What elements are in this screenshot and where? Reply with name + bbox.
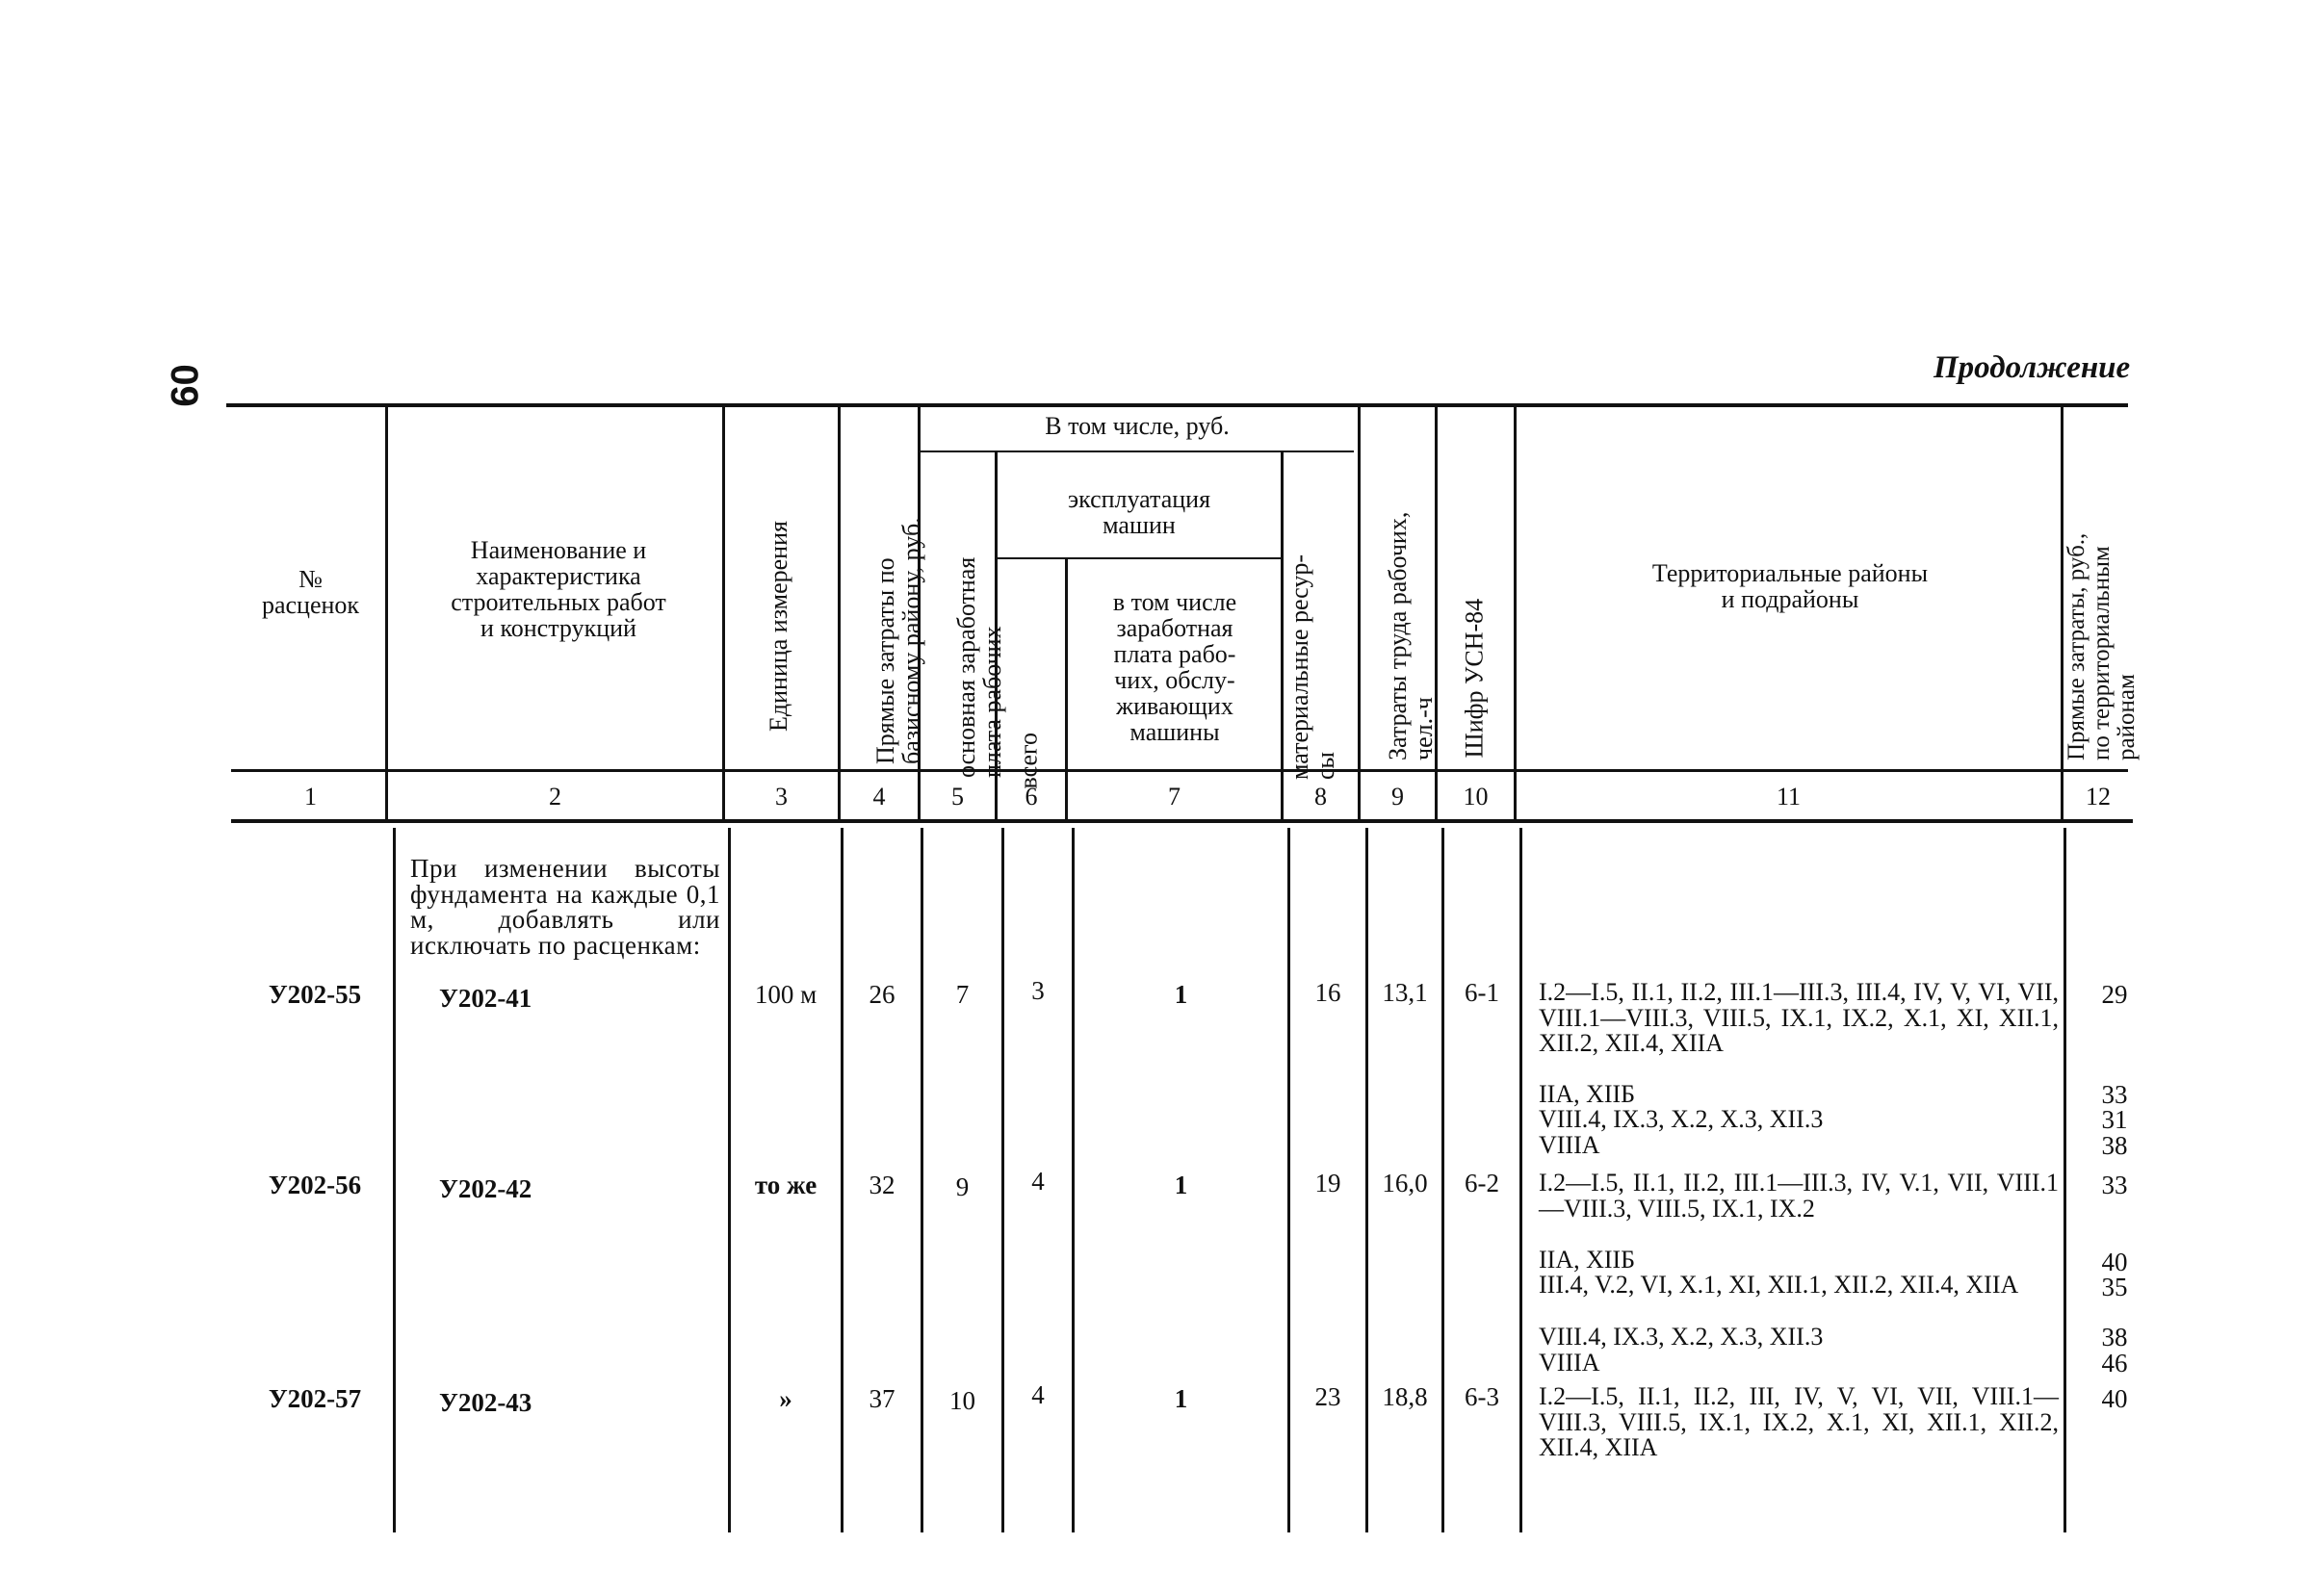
- row-labor: 13,1: [1382, 978, 1428, 1007]
- row-direct: 32: [869, 1171, 895, 1199]
- header-col8: материальные ресур- сы: [1285, 553, 1339, 780]
- numbers-bottom-rule: [231, 819, 2133, 823]
- row-materials: 16: [1314, 978, 1341, 1007]
- region-value: 29: [2101, 980, 2128, 1009]
- column-number: 1: [304, 783, 317, 811]
- row-wage: 10: [949, 1386, 975, 1415]
- column-number: 5: [951, 783, 964, 811]
- header-col1: № расценок: [261, 565, 360, 619]
- row-unit: 100 м: [754, 980, 818, 1009]
- row-mach-wage: 1: [1174, 980, 1188, 1009]
- header-vline: [1358, 407, 1361, 819]
- column-number: 2: [549, 783, 561, 811]
- region-value: 40: [2101, 1248, 2128, 1276]
- row-ref: У202-43: [439, 1388, 532, 1417]
- region-text: VIIIA: [1539, 1131, 1600, 1159]
- row-mach-total: 4: [1031, 1380, 1045, 1409]
- intro-text: При изменении высоты фундамента на каждые 0,1 м, добавлять или исключать по расценкам:: [410, 854, 720, 960]
- header-col5: основная заработная плата рабочих: [952, 556, 1006, 778]
- region-value: 35: [2101, 1273, 2128, 1301]
- region-text: VIII.4, IX.3, X.2, X.3, XII.3: [1539, 1105, 1824, 1133]
- region-text: I.2—I.5, II.1, II.2, III.1—III.3, IV, V.1, VII, VIII.1—VIII.3, VIII.5, IX.1, IX.2: [1539, 1169, 2059, 1223]
- region-value: 38: [2101, 1323, 2128, 1351]
- row-unit: то же: [754, 1171, 818, 1199]
- header-vline: [1281, 452, 1284, 819]
- machines-underline: [998, 557, 1281, 559]
- header-col6: всего: [1014, 732, 1043, 789]
- body-vline: [2063, 828, 2066, 1532]
- header-vline: [1065, 559, 1068, 819]
- group-underline: [921, 450, 1354, 452]
- region-value: 33: [2101, 1080, 2128, 1109]
- header-col11: Территориальные районы и подрайоны: [1651, 559, 1929, 613]
- row-mach-total: 4: [1031, 1167, 1045, 1196]
- row-code: У202-55: [268, 980, 362, 1009]
- region-value: 33: [2101, 1171, 2128, 1199]
- region-value: 38: [2101, 1131, 2128, 1160]
- body-vline: [1519, 828, 1522, 1532]
- header-bottom-rule: [231, 769, 2128, 772]
- row-mach-total: 3: [1031, 976, 1045, 1005]
- row-materials: 23: [1314, 1382, 1341, 1411]
- row-labor: 16,0: [1382, 1169, 1428, 1197]
- row-mach-wage: 1: [1174, 1384, 1188, 1413]
- header-vline: [1514, 407, 1517, 819]
- row-wage: 7: [955, 980, 970, 1009]
- row-code: У202-57: [268, 1384, 362, 1413]
- row-cipher: 6-2: [1465, 1169, 1499, 1197]
- region-value: 31: [2101, 1105, 2128, 1134]
- region-text: VIII.4, IX.3, X.2, X.3, XII.3: [1539, 1323, 1824, 1351]
- row-mach-wage: 1: [1174, 1171, 1188, 1199]
- body-vline: [393, 828, 396, 1532]
- header-col3: Единица измерения: [765, 521, 792, 732]
- column-number: 9: [1391, 783, 1404, 811]
- continuation-label: Продолжение: [1934, 350, 2131, 385]
- row-materials: 19: [1314, 1169, 1341, 1197]
- region-value: 46: [2101, 1349, 2128, 1377]
- column-number: 3: [775, 783, 788, 811]
- page-number: 09: [162, 364, 205, 407]
- column-number: 7: [1168, 783, 1181, 811]
- header-col4: Прямые затраты по базисному району, руб.: [871, 517, 925, 764]
- header-vline: [722, 407, 725, 819]
- header-machines-title: эксплуатация машин: [1067, 485, 1211, 539]
- row-ref: У202-42: [439, 1174, 532, 1203]
- table-top-rule: [226, 403, 2128, 407]
- row-cipher: 6-1: [1465, 978, 1499, 1007]
- region-text: IIA, XIIБ: [1539, 1080, 1636, 1108]
- column-number: 8: [1314, 783, 1327, 811]
- region-text: VIIIA: [1539, 1349, 1600, 1377]
- row-direct: 37: [869, 1384, 895, 1413]
- header-col10: Шифр УСН-84: [1460, 598, 1489, 759]
- column-number: 4: [872, 783, 886, 811]
- column-number: 6: [1025, 783, 1038, 811]
- region-text: I.2—I.5, II.1, II.2, III.1—III.3, III.4, IV, V, VI, VII, VIII.1—VIII.3, VIII.5, IX.1, IX.2, X.1, XI, XII.1, XII.2, XII.4, XIIA: [1539, 978, 2059, 1057]
- header-col9: Затраты труда рабочих, чел.-ч: [1384, 511, 1438, 760]
- region-text: I.2—I.5, II.1, II.2, III, IV, V, VI, VII, VIII.1—VIII.3, VIII.5, IX.1, IX.2, X.1, XI, XII.1, XII.2, XII.4, XIIA: [1539, 1382, 2059, 1461]
- header-col12: Прямые затраты, руб., по территориальным районам: [2063, 532, 2140, 760]
- region-text: III.4, V.2, VI, X.1, XI, XII.1, XII.2, XII.4, XIIA: [1539, 1271, 2019, 1299]
- column-number: 12: [2086, 783, 2111, 811]
- header-col2: Наименование и характеристика строительных работ и конструкций: [451, 536, 666, 642]
- region-text: IIA, XIIБ: [1539, 1246, 1636, 1274]
- row-code: У202-56: [268, 1171, 362, 1199]
- row-unit: »: [779, 1384, 792, 1413]
- row-labor: 18,8: [1382, 1382, 1428, 1411]
- row-direct: 26: [869, 980, 895, 1009]
- row-cipher: 6-3: [1465, 1382, 1499, 1411]
- row-ref: У202-41: [439, 984, 532, 1013]
- column-number: 11: [1776, 783, 1802, 811]
- header-col7: в том числе заработная плата рабо- чих, обслу- живающих машины: [1112, 588, 1237, 746]
- header-vline: [838, 407, 841, 819]
- header-vline: [385, 407, 388, 819]
- column-number: 10: [1463, 783, 1489, 811]
- row-wage: 9: [955, 1172, 970, 1201]
- region-value: 40: [2101, 1384, 2128, 1413]
- header-group-title: В том числе, руб.: [1045, 412, 1230, 440]
